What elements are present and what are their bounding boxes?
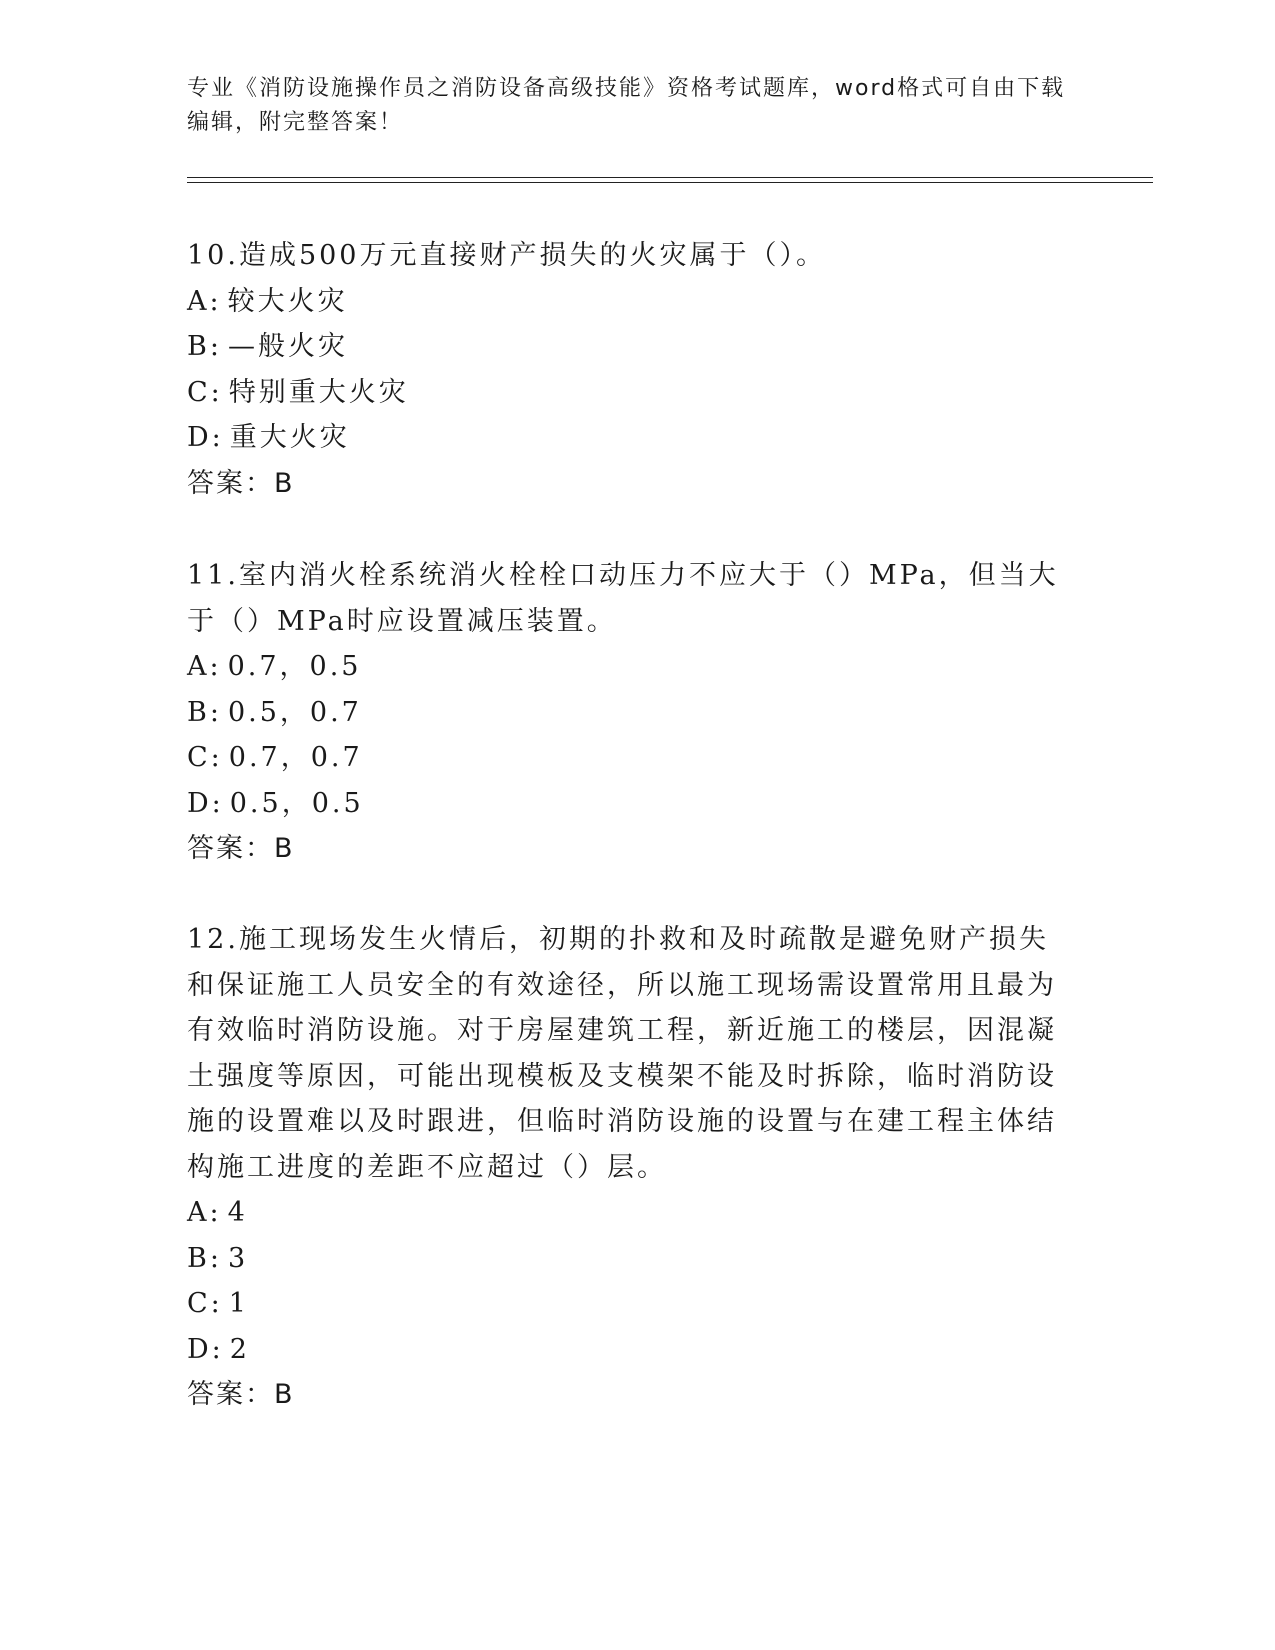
option-letter: D: [187,1333,224,1365]
option-text: 重大火灾 [229,422,350,453]
header-divider-top [187,177,1153,178]
answer-line: 答案：B [187,1379,295,1410]
question-stem: 11.室内消火栓系统消火栓栓口动压力不应大于（）MPa，但当大于（）MPa时应设置减压装置。 [187,560,1059,637]
option-letter: A: [187,285,222,317]
option-letter: D: [187,787,224,819]
option-d [187,415,1077,461]
option-a [187,1190,1077,1236]
option-b [187,690,1077,736]
option-d [187,781,1077,827]
option-letter: A: [187,1197,222,1228]
option-letter: B: [187,696,222,728]
option-letter: B: [187,331,222,362]
question-stem: 12.施工现场发生火情后，初期的扑救和及时疏散是避免财产损失和保证施工人员安全的有效途径，所以施工现场需设置常用且最为有效临时消防设施。对于房屋建筑工程，新近施工的楼层，因混凝土强度等原因，可能出现模板及支模架不能及时拆除，临时消防设施的设置难以及时跟进，但临时消防设施的设置与在建工程主体结构施工进度的差距不应超过（）层。 [187,924,1057,1183]
option-letter: C: [187,742,223,773]
option-b [187,1236,1077,1282]
option-text: 0.7，0.5 [227,651,362,682]
option-text: 4 [227,1197,248,1228]
question-10 [187,233,1077,506]
option-letter: C: [187,1288,223,1319]
option-c [187,1281,1077,1327]
option-a [187,279,1077,325]
option-text: 2 [229,1333,250,1365]
option-d [187,1327,1077,1373]
option-text: 0.5，0.7 [227,696,362,728]
option-c [187,370,1077,416]
option-text: 3 [227,1242,249,1274]
option-text: —般火灾 [227,331,348,362]
option-letter: C: [187,376,223,408]
question-12 [187,917,1077,1418]
option-b [187,324,1077,370]
answer-line: 答案：B [187,833,295,864]
option-a [187,644,1077,690]
question-stem: 10.造成500万元直接财产损失的火灾属于（）。 [187,240,826,271]
option-text: 较大火灾 [227,285,348,317]
document-header: 专业《消防设施操作员之消防设备高级技能》资格考试题库，word格式可自由下载编辑，附完整答案！ [187,76,1066,135]
option-text: 特别重大火灾 [228,376,409,408]
option-letter: A: [187,651,222,682]
question-11 [187,553,1077,872]
option-text: 0.5，0.5 [229,787,364,819]
option-letter: D: [187,422,224,453]
option-text: 0.7，0.7 [228,742,363,773]
option-text: 1 [228,1288,249,1319]
header-divider-bottom [187,182,1153,183]
option-c [187,735,1077,781]
answer-line: 答案：B [187,467,295,499]
option-letter: B: [187,1242,222,1274]
